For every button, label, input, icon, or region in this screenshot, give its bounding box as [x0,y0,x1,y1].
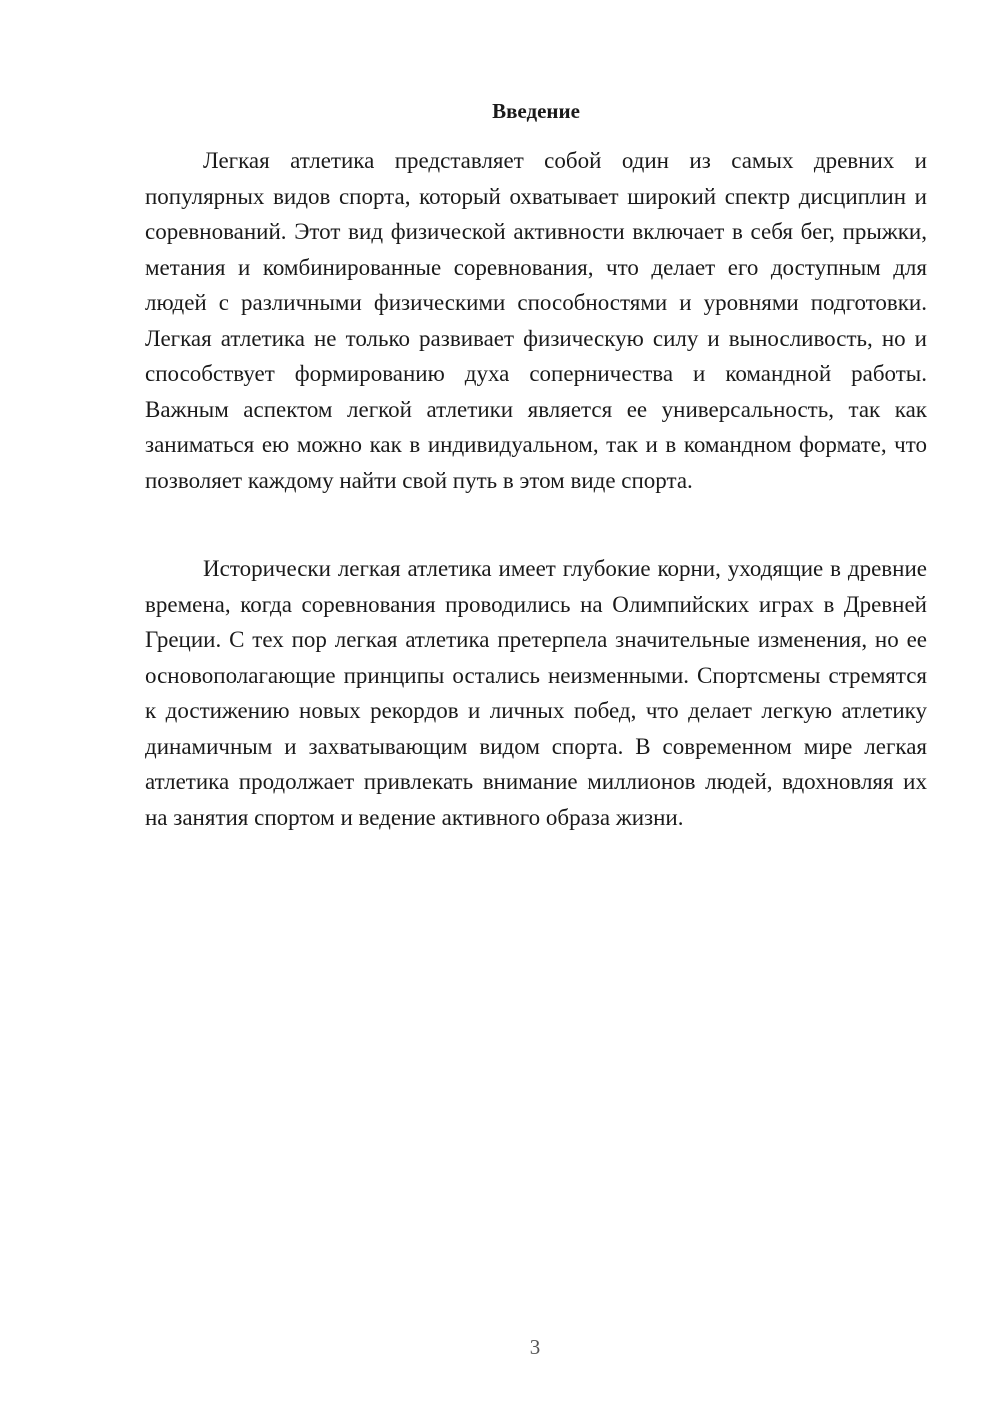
section-heading: Введение [492,99,580,123]
page-number: 3 [529,1335,541,1359]
paragraph-2: Исторически легкая атлетика имеет глубокие корни, уходящие в древние времена, когда соревнования проводились на Олимпийских играх в Древней Греции. С тех пор легкая атлетика претерпела значительные изменения, но ее основополагающие принципы остались неизменными. Спортсмены стремятся к достижению новых рекордов и личных побед, что делает легкую атлетику динамичным и захватывающим видом спорта. В современном мире легкая атлетика продолжает привлекать внимание миллионов людей, вдохновляя их на занятия спортом и ведение активного образа жизни. [145,556,927,830]
paragraph-1: Легкая атлетика представляет собой один из самых древних и популярных видов спорта, который охватывает широкий спектр дисциплин и соревнований. Этот вид физической активности включает в себя бег, прыжки, метания и комбинированные соревнования, что делает его доступным для людей с различными физическими способностями и уровнями подготовки. Легкая атлетика не только развивает физическую силу и выносливость, но и способствует формированию духа соперничества и командной работы. Важным аспектом легкой атлетики является ее универсальность, так как заниматься ею можно как в индивидуальном, так и в командном формате, что позволяет каждому найти свой путь в этом виде спорта. [145,148,927,493]
